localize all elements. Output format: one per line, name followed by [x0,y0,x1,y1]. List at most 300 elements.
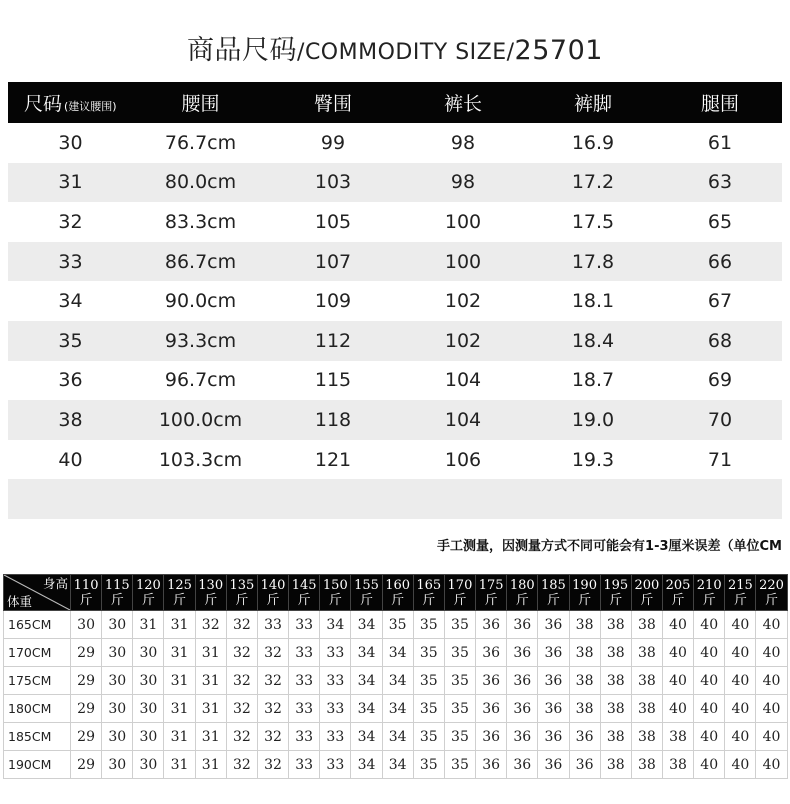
size-table-blank-row [8,479,782,519]
grid-cell: 32 [257,695,288,723]
cell-size: 38 [58,408,83,431]
weight-unit: 斤 [453,592,467,608]
grid-cell: 36 [538,611,569,639]
weight-unit: 斤 [141,592,155,608]
grid-cell: 38 [631,695,662,723]
cell-size: 32 [58,210,83,233]
weight-header [569,575,600,611]
grid-cell: 30 [102,751,133,779]
grid-cell: 30 [133,723,164,751]
grid-cell: 36 [507,667,538,695]
weight-header [195,575,226,611]
weight-unit: 斤 [204,592,218,608]
grid-cell: 40 [725,639,756,667]
weight-unit: 斤 [671,592,685,608]
grid-cell: 30 [133,639,164,667]
grid-cell: 40 [725,695,756,723]
grid-cell: 30 [102,639,133,667]
cell-length: 100 [444,250,482,273]
grid-cell: 40 [662,639,693,667]
cell-waist: 103.3cm [158,448,243,471]
title-code: 25701 [514,35,603,66]
cell-thigh: 68 [707,329,733,352]
cell-hip: 99 [320,131,346,154]
grid-cell: 34 [382,723,413,751]
grid-row [4,751,788,779]
grid-cell: 35 [444,751,475,779]
weight-value: 135 [229,577,255,593]
grid-cell: 32 [257,751,288,779]
weight-unit: 斤 [391,592,405,608]
page-title [0,28,790,67]
weight-unit: 斤 [733,592,747,608]
grid-row [4,667,788,695]
weight-unit: 斤 [110,592,124,608]
weight-unit: 斤 [515,592,529,608]
cell-thigh: 63 [707,171,733,194]
cell-hip: 109 [314,290,352,313]
grid-cell: 30 [102,611,133,639]
weight-header [507,575,538,611]
grid-cell: 34 [382,751,413,779]
grid-cell: 35 [413,751,444,779]
weight-value: 165 [416,577,442,593]
grid-cell: 40 [756,611,787,639]
cell-waist: 96.7cm [164,369,237,392]
weight-value: 215 [727,577,753,593]
height-label: 165CM [4,611,71,639]
table-row [8,361,782,401]
weight-value: 115 [104,577,130,593]
cell-leg-opening: 19.3 [571,448,615,471]
table-row [8,440,782,480]
cell-length: 98 [450,171,476,194]
grid-cell: 40 [725,751,756,779]
weight-header [164,575,195,611]
grid-cell: 31 [195,723,226,751]
grid-cell: 31 [164,611,195,639]
title-en: /COMMODITY SIZE/ [297,40,515,65]
grid-cell: 36 [476,639,507,667]
grid-cell: 32 [257,723,288,751]
grid-cell: 35 [444,639,475,667]
header-waist: 腰围 [181,93,220,115]
grid-cell: 32 [226,611,257,639]
grid-cell: 33 [289,695,320,723]
grid-cell: 29 [71,695,102,723]
grid-cell: 33 [289,667,320,695]
grid-cell: 35 [444,611,475,639]
cell-waist: 80.0cm [164,171,237,194]
grid-cell: 31 [195,639,226,667]
weight-unit: 斤 [359,592,373,608]
weight-header [694,575,725,611]
grid-cell: 30 [102,723,133,751]
grid-cell: 34 [351,695,382,723]
grid-cell: 31 [195,695,226,723]
cell-hip: 103 [314,171,352,194]
grid-cell: 40 [756,639,787,667]
size-table-header [8,82,782,123]
grid-cell: 36 [476,667,507,695]
grid-cell: 35 [444,723,475,751]
grid-cell: 34 [320,611,351,639]
grid-cell: 30 [102,667,133,695]
cell-hip: 115 [314,369,352,392]
grid-cell: 34 [351,723,382,751]
cell-leg-opening: 19.0 [571,408,615,431]
grid-cell: 30 [71,611,102,639]
cell-leg-opening: 18.1 [571,290,615,313]
cell-hip: 112 [314,329,352,352]
grid-cell: 36 [569,723,600,751]
header-leg-opening: 裤脚 [573,93,612,115]
cell-size: 40 [58,448,83,471]
grid-cell: 30 [133,751,164,779]
weight-header [320,575,351,611]
weight-header [71,575,102,611]
weight-unit: 斤 [266,592,280,608]
weight-header [631,575,662,611]
weight-value: 220 [759,577,784,593]
grid-cell: 34 [351,639,382,667]
grid-cell: 34 [351,751,382,779]
grid-cell: 38 [569,695,600,723]
grid-cell: 31 [164,639,195,667]
cell-waist: 90.0cm [164,290,237,313]
weight-unit: 斤 [79,592,93,608]
weight-header [538,575,569,611]
weight-header [444,575,475,611]
grid-cell: 31 [164,695,195,723]
grid-cell: 40 [756,751,787,779]
grid-cell: 32 [195,611,226,639]
grid-cell: 38 [600,751,631,779]
weight-value: 130 [198,577,224,593]
cell-length: 106 [444,448,482,471]
grid-cell: 35 [413,723,444,751]
weight-value: 210 [696,577,722,593]
grid-row [4,723,788,751]
grid-cell: 36 [476,751,507,779]
weight-value: 110 [73,577,99,593]
height-label: 170CM [4,639,71,667]
grid-cell: 36 [507,723,538,751]
weight-header [600,575,631,611]
corner-weight-label: 体重 [7,594,33,609]
weight-value: 200 [634,577,660,593]
grid-cell: 36 [538,723,569,751]
grid-cell: 36 [507,611,538,639]
weight-header [133,575,164,611]
weight-value: 150 [322,577,348,593]
grid-cell: 40 [756,723,787,751]
grid-cell: 40 [694,667,725,695]
cell-size: 31 [58,171,83,194]
weight-value: 145 [291,577,317,593]
cell-hip: 107 [314,250,352,273]
grid-cell: 38 [600,611,631,639]
cell-size: 30 [58,131,83,154]
grid-cell: 38 [600,723,631,751]
weight-header [756,575,787,611]
weight-value: 155 [354,577,379,593]
table-row [8,400,782,440]
weight-value: 185 [541,577,566,593]
weight-unit: 斤 [422,592,436,608]
grid-cell: 40 [725,667,756,695]
grid-cell: 40 [694,723,725,751]
grid-row [4,695,788,723]
grid-cell: 38 [569,611,600,639]
cell-hip: 121 [314,448,352,471]
weight-unit: 斤 [328,592,342,608]
grid-cell: 29 [71,667,102,695]
grid-cell: 31 [195,751,226,779]
weight-value: 195 [603,577,629,593]
grid-cell: 33 [289,723,320,751]
grid-cell: 33 [289,639,320,667]
grid-cell: 38 [631,751,662,779]
grid-cell: 33 [320,667,351,695]
grid-cell: 35 [382,611,413,639]
grid-cell: 36 [507,751,538,779]
grid-cell: 36 [476,723,507,751]
weight-value: 175 [478,577,504,593]
grid-cell: 38 [600,695,631,723]
cell-thigh: 71 [707,448,733,471]
grid-cell: 35 [413,611,444,639]
table-row [8,281,782,321]
size-table-body [8,123,782,479]
grid-header-row [4,575,788,611]
cell-leg-opening: 17.8 [571,250,615,273]
cell-leg-opening: 18.7 [571,369,615,392]
grid-cell: 40 [756,695,787,723]
weight-value: 180 [509,577,535,593]
grid-cell: 29 [71,723,102,751]
title-zh: 商品尺码 [187,35,298,66]
cell-waist: 93.3cm [164,329,237,352]
grid-cell: 40 [662,667,693,695]
cell-length: 104 [444,408,482,431]
grid-cell: 40 [725,723,756,751]
grid-cell: 31 [164,723,195,751]
grid-cell: 32 [257,639,288,667]
weight-unit: 斤 [609,592,623,608]
weight-header [226,575,257,611]
grid-cell: 34 [382,667,413,695]
grid-cell: 36 [476,611,507,639]
grid-cell: 38 [631,723,662,751]
header-hip: 臀围 [313,93,352,115]
grid-cell: 35 [413,695,444,723]
cell-length: 102 [444,329,482,352]
header-size: 尺码 (建议腰围) [24,93,117,115]
grid-cell: 29 [71,639,102,667]
grid-cell: 35 [444,667,475,695]
height-label: 185CM [4,723,71,751]
cell-length: 104 [444,369,482,392]
weight-header [102,575,133,611]
cell-thigh: 69 [707,369,733,392]
grid-cell: 36 [569,751,600,779]
grid-corner [4,575,71,611]
corner-height-label: 身高 [42,576,68,591]
grid-cell: 40 [725,611,756,639]
cell-hip: 118 [314,408,352,431]
grid-cell: 38 [569,667,600,695]
grid-row [4,639,788,667]
grid-cell: 32 [226,639,257,667]
grid-cell: 32 [257,667,288,695]
grid-cell: 40 [662,695,693,723]
cell-length: 102 [444,290,482,313]
cell-waist: 83.3cm [164,210,237,233]
cell-leg-opening: 18.4 [571,329,615,352]
cell-leg-opening: 17.2 [571,171,615,194]
grid-cell: 40 [694,639,725,667]
grid-cell: 34 [351,667,382,695]
weight-value: 190 [572,577,597,593]
weight-header [257,575,288,611]
cell-leg-opening: 16.9 [571,131,615,154]
weight-header [662,575,693,611]
grid-cell: 36 [538,695,569,723]
height-label: 175CM [4,667,71,695]
grid-cell: 33 [320,751,351,779]
height-label: 180CM [4,695,71,723]
weight-unit: 斤 [578,592,592,608]
cell-waist: 100.0cm [158,408,243,431]
grid-cell: 34 [351,611,382,639]
cell-hip: 105 [314,210,352,233]
weight-header [413,575,444,611]
weight-value: 120 [135,577,161,593]
grid-cell: 30 [133,695,164,723]
grid-cell: 36 [538,667,569,695]
weight-value: 170 [447,577,473,593]
header-length: 裤长 [443,93,482,115]
grid-row [4,611,788,639]
grid-cell: 40 [756,667,787,695]
grid-cell: 31 [164,667,195,695]
grid-cell: 33 [320,695,351,723]
grid-cell: 32 [226,723,257,751]
weight-unit: 斤 [235,592,249,608]
grid-cell: 35 [413,639,444,667]
weight-unit: 斤 [765,592,779,608]
grid-cell: 35 [444,695,475,723]
cell-size: 34 [58,290,83,313]
cell-size: 36 [58,369,83,392]
weight-unit: 斤 [297,592,311,608]
grid-cell: 34 [382,695,413,723]
grid-cell: 33 [257,611,288,639]
grid-cell: 36 [476,695,507,723]
weight-unit: 斤 [173,592,187,608]
grid-cell: 32 [226,751,257,779]
grid-cell: 31 [195,667,226,695]
grid-cell: 36 [538,751,569,779]
weight-value: 125 [167,577,192,593]
grid-cell: 38 [631,667,662,695]
grid-cell: 32 [226,667,257,695]
cell-thigh: 70 [707,408,733,431]
grid-cell: 36 [507,695,538,723]
grid-cell: 30 [102,695,133,723]
table-row [8,202,782,242]
weight-header [476,575,507,611]
grid-cell: 38 [600,667,631,695]
weight-unit: 斤 [640,592,654,608]
grid-cell: 40 [694,751,725,779]
size-table [8,82,782,519]
weight-header [289,575,320,611]
cell-thigh: 65 [707,210,733,233]
grid-cell: 40 [694,695,725,723]
grid-cell: 33 [289,751,320,779]
weight-value: 140 [260,577,286,593]
cell-waist: 86.7cm [164,250,237,273]
table-row [8,123,782,163]
grid-cell: 40 [694,611,725,639]
weight-unit: 斤 [702,592,716,608]
cell-length: 98 [450,131,476,154]
grid-cell: 29 [71,751,102,779]
grid-cell: 30 [133,667,164,695]
table-row [8,242,782,282]
grid-cell: 36 [538,639,569,667]
cell-thigh: 66 [707,250,733,273]
grid-cell: 38 [662,723,693,751]
grid-cell: 36 [507,639,538,667]
grid-cell: 32 [226,695,257,723]
grid-cell: 31 [164,751,195,779]
cell-thigh: 61 [707,131,733,154]
table-row [8,321,782,361]
grid-cell: 38 [662,751,693,779]
weight-header [725,575,756,611]
weight-header [351,575,382,611]
grid-cell: 33 [320,723,351,751]
grid-cell: 38 [631,639,662,667]
measurement-note: 手工测量，因测量方式不同可能会有1-3厘米误差（单位CM [437,539,782,554]
cell-thigh: 67 [707,290,733,313]
weight-unit: 斤 [484,592,498,608]
height-label: 190CM [4,751,71,779]
weight-value: 205 [665,577,691,593]
header-thigh: 腿围 [700,93,739,115]
cell-leg-opening: 17.5 [571,210,615,233]
weight-unit: 斤 [546,592,560,608]
grid-cell: 38 [600,639,631,667]
cell-size: 35 [58,329,83,352]
grid-cell: 38 [631,611,662,639]
weight-value: 160 [385,577,411,593]
cell-length: 100 [444,210,482,233]
table-row [8,163,782,203]
grid-cell: 34 [382,639,413,667]
grid-cell: 40 [662,611,693,639]
grid-cell: 38 [569,639,600,667]
grid-cell: 33 [289,611,320,639]
grid-cell: 33 [320,639,351,667]
weight-header [382,575,413,611]
cell-size: 33 [58,250,83,273]
grid-cell: 35 [413,667,444,695]
cell-waist: 76.7cm [164,131,237,154]
